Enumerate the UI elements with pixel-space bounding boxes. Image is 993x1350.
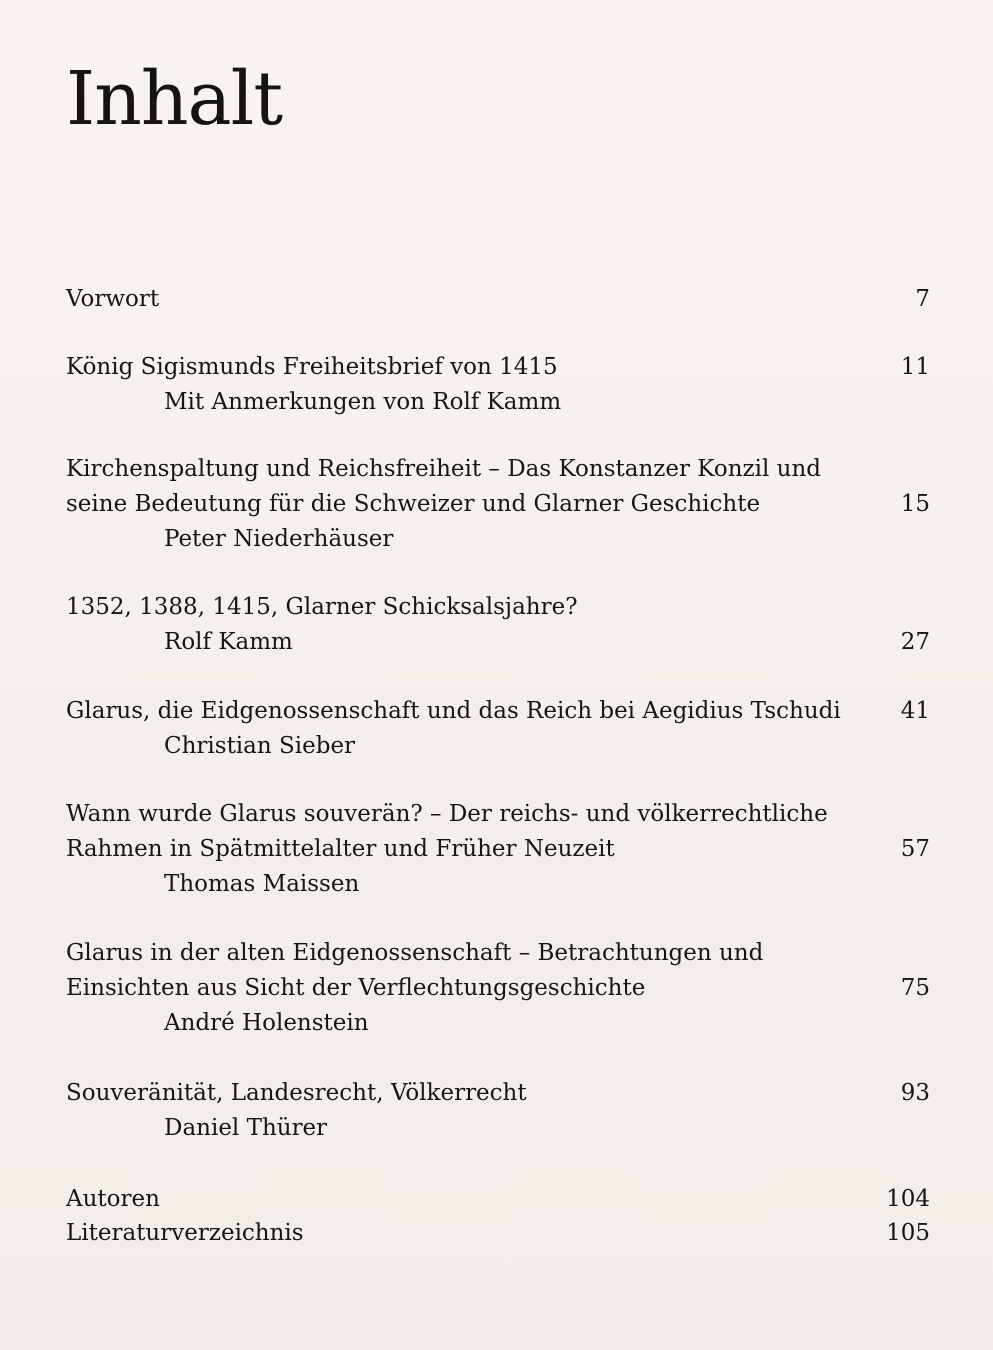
toc-entry-title-line: Rahmen in Spätmittelalter und Früher Neuzeit (66, 836, 615, 862)
toc-entry-author: Christian Sieber (164, 733, 356, 759)
toc-entry-title-line: König Sigismunds Freiheitsbrief von 1415 (66, 354, 558, 380)
toc-page-number: 104 (886, 1186, 930, 1212)
toc-entry[interactable] (66, 452, 930, 557)
toc-page-number: 7 (915, 286, 930, 312)
toc-page-number: 75 (900, 975, 930, 1001)
toc-entry[interactable] (66, 282, 930, 317)
toc-page-number: 15 (900, 491, 930, 517)
toc-entry-author: Daniel Thürer (164, 1115, 328, 1141)
toc-entry-author: André Holenstein (164, 1010, 369, 1036)
toc-entry[interactable] (66, 590, 930, 660)
toc-entry[interactable] (66, 1216, 930, 1251)
toc-entry-author: Thomas Maissen (164, 871, 360, 897)
toc-entry-title-line: Wann wurde Glarus souverän? – Der reichs- und völkerrechtliche (66, 801, 828, 827)
toc-entry-title-line: Literaturverzeichnis (66, 1220, 304, 1246)
toc-page-number: 105 (886, 1220, 930, 1246)
toc-page-number: 27 (900, 629, 930, 655)
page-title: Inhalt (66, 56, 283, 142)
toc-entry[interactable] (66, 797, 930, 902)
toc-page-number: 57 (900, 836, 930, 862)
toc-entry-title-line: Souveränität, Landesrecht, Völkerrecht (66, 1080, 527, 1106)
toc-entry[interactable] (66, 350, 930, 420)
toc-entry[interactable] (66, 1182, 930, 1217)
toc-page-number: 93 (900, 1080, 930, 1106)
toc-entry-title-line: seine Bedeutung für die Schweizer und Glarner Geschichte (66, 491, 761, 517)
toc-entry-title-line: Glarus in der alten Eidgenossenschaft – Betrachtungen und (66, 940, 764, 966)
toc-entry-title-line: Einsichten aus Sicht der Verflechtungsgeschichte (66, 975, 646, 1001)
toc-entry[interactable] (66, 1076, 930, 1146)
toc-entry-title-line: Glarus, die Eidgenossenschaft und das Reich bei Aegidius Tschudi (66, 698, 841, 724)
toc-entry-title-line: Kirchenspaltung und Reichsfreiheit – Das Konstanzer Konzil und (66, 456, 822, 482)
toc-entry-title-line: Vorwort (66, 286, 160, 312)
toc-entry[interactable] (66, 694, 930, 764)
toc-entry-author: Rolf Kamm (164, 629, 293, 655)
toc-entry-title-line: 1352, 1388, 1415, Glarner Schicksalsjahre? (66, 594, 578, 620)
toc-entry[interactable] (66, 936, 930, 1041)
toc-entry-title-line: Autoren (66, 1186, 160, 1212)
toc-page-number: 11 (900, 354, 930, 380)
toc-entry-author: Mit Anmerkungen von Rolf Kamm (164, 389, 562, 415)
toc-entry-author: Peter Niederhäuser (164, 526, 394, 552)
toc-page-number: 41 (900, 698, 930, 724)
